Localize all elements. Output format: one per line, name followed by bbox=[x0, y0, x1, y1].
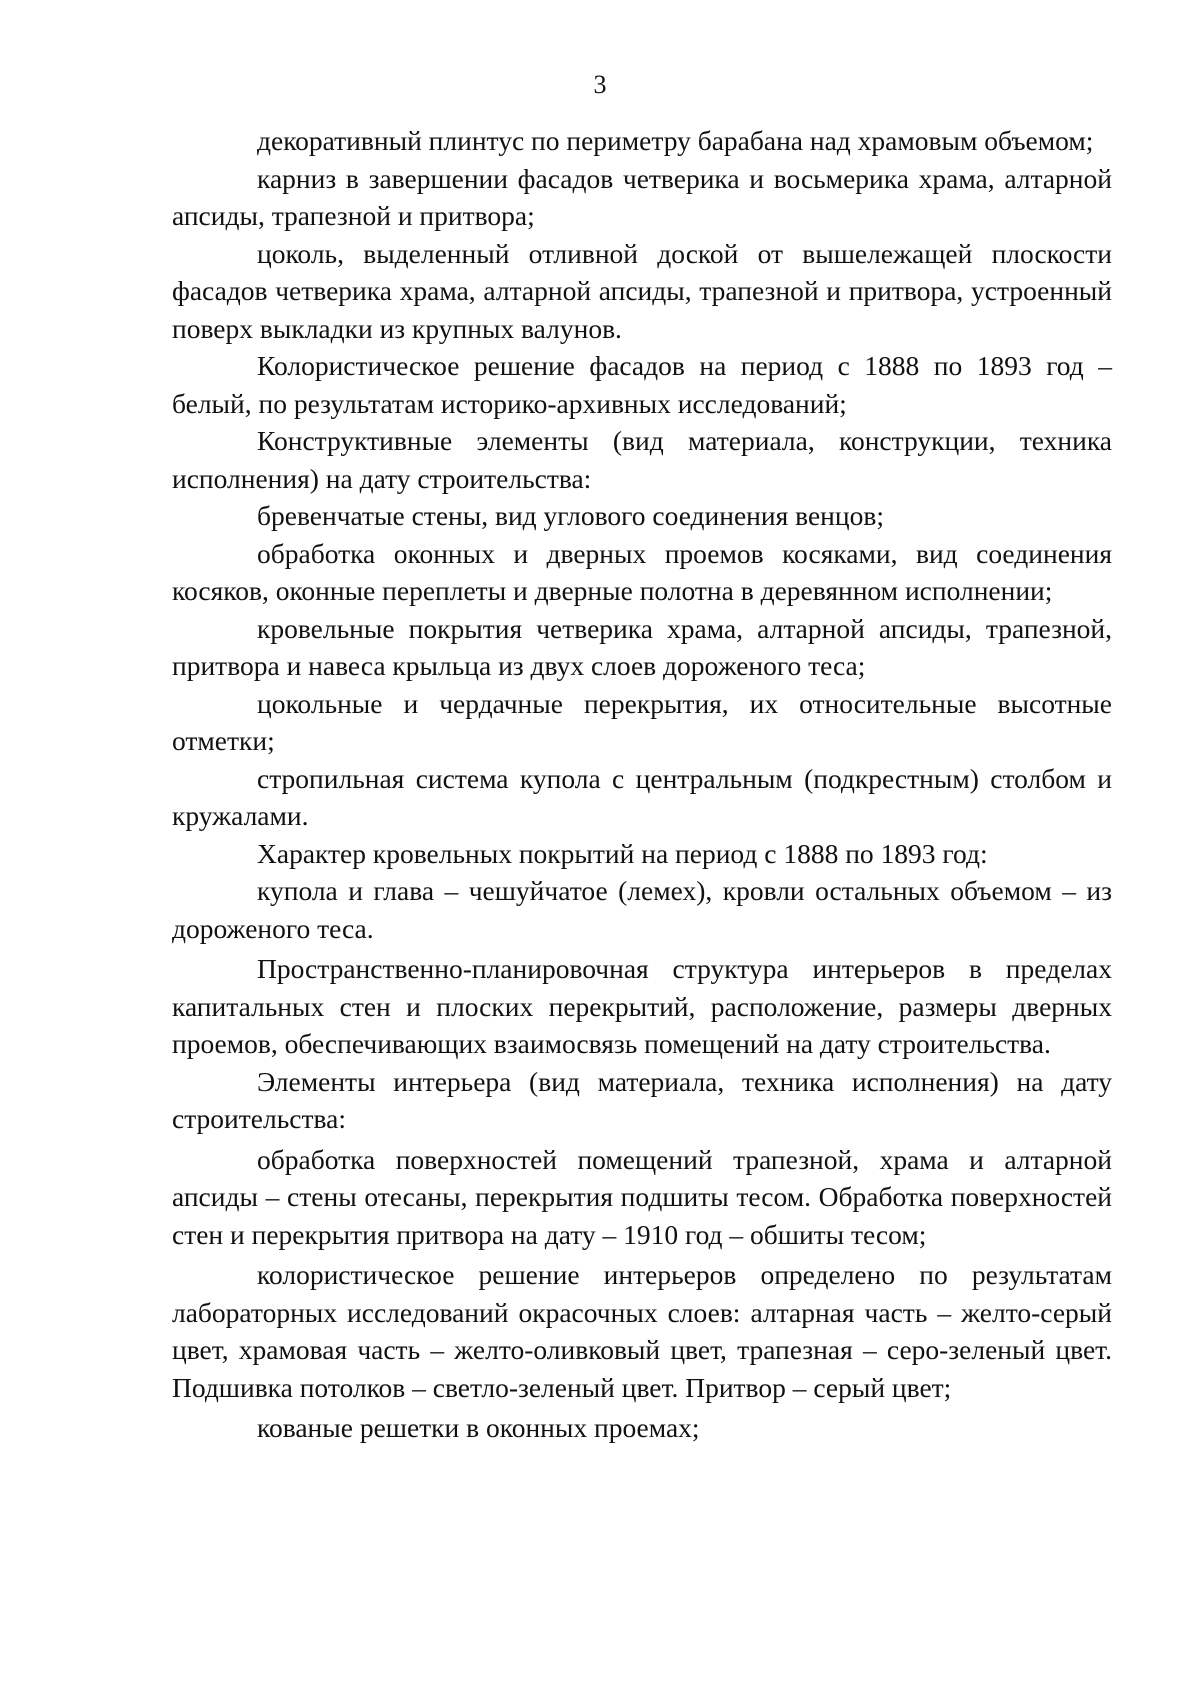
paragraph-cornice: карниз в завершении фасадов четверика и восьмерика храма, алтарной апсиды, трапезной и притвора; bbox=[172, 162, 1112, 231]
paragraph-decorative-plinth: декоративный плинтус по периметру барабана над храмовым объемом; bbox=[257, 125, 1094, 156]
document-body bbox=[172, 122, 1112, 1447]
paragraph-openings: обработка оконных и дверных проемов косяками, вид соединения косяков, оконные переплеты и дверные полотна в деревянном исполнении; bbox=[172, 537, 1112, 606]
paragraph-floor-ceiling: цокольные и чердачные перекрытия, их относительные высотные отметки; bbox=[172, 687, 1112, 756]
paragraph-interior-color: колористическое решение интерьеров определено по результатам лабораторных исследований окрасочных слоев: алтарная часть – желто-серый цвет, храмовая часть – желто-оливковый цвет, трапезная – серо-зеленый цвет. Подшивка потолков – светло-зеленый цвет. Притвор – серый цвет; bbox=[172, 1259, 1112, 1403]
paragraph-window-grilles: кованые решетки в оконных проемах; bbox=[257, 1412, 700, 1443]
paragraph-rafter-system: стропильная система купола с центральным (подкрестным) столбом и кружалами. bbox=[172, 762, 1112, 831]
paragraph-surface-treatment: обработка поверхностей помещений трапезной, храма и алтарной апсиды – стены отесаны, перекрытия подшиты тесом. Обработка поверхностей стен и перекрытия притвора на дату – 1910 год – обшиты тесом; bbox=[172, 1143, 1112, 1250]
paragraph-interior-elements: Элементы интерьера (вид материала, техника исполнения) на дату строительства: bbox=[172, 1065, 1112, 1134]
paragraph-domes: купола и глава – чешуйчатое (лемех), кровли остальных объемом – из дороженого теса. bbox=[172, 875, 1112, 944]
page-number: 3 bbox=[593, 70, 607, 99]
paragraph-plinth-base: цоколь, выделенный отливной доской от вышележащей плоскости фасадов четверика храма, алтарной апсиды, трапезной и притвора, устроенный поверх выкладки из крупных валунов. bbox=[172, 237, 1112, 344]
paragraph-roof-coverings: кровельные покрытия четверика храма, алтарной апсиды, трапезной, притвора и навеса крыльца из двух слоев дороженого теса; bbox=[172, 612, 1112, 681]
paragraph-structural-elements: Конструктивные элементы (вид материала, конструкции, техника исполнения) на дату строительства: bbox=[172, 425, 1112, 494]
paragraph-spatial-structure: Пространственно-планировочная структура интерьеров в пределах капитальных стен и плоских перекрытий, расположение, размеры дверных проемов, обеспечивающих взаимосвязь помещений на дату строительства. bbox=[172, 953, 1112, 1059]
paragraph-log-walls: бревенчатые стены, вид углового соединения венцов; bbox=[257, 500, 884, 531]
paragraph-roof-character: Характер кровельных покрытий на период с 1888 по 1893 год: bbox=[257, 837, 988, 869]
paragraph-facade-color: Колористическое решение фасадов на период с 1888 по 1893 год – белый, по результатам историко-архивных исследований; bbox=[172, 350, 1112, 419]
